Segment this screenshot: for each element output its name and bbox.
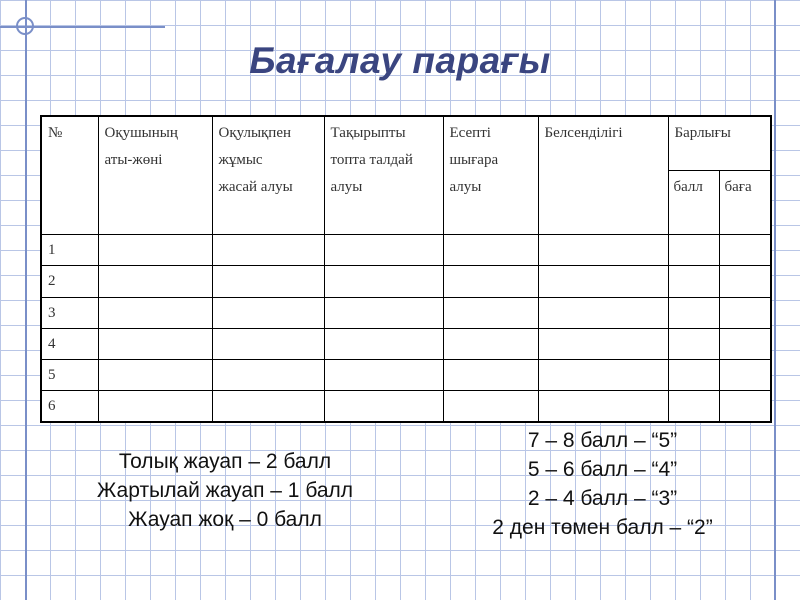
table-cell xyxy=(98,266,212,297)
table-cell xyxy=(98,297,212,328)
table-cell xyxy=(538,359,668,390)
header-problem-solving: Есепті шығара алуы xyxy=(443,116,538,235)
table-cell xyxy=(324,297,443,328)
table-cell xyxy=(668,235,719,266)
table-cell xyxy=(324,235,443,266)
background-right-line xyxy=(774,0,776,600)
table-cell xyxy=(443,390,538,422)
row-number: 3 xyxy=(41,297,98,328)
page-title: Бағалау парағы xyxy=(249,40,551,81)
table-cell xyxy=(719,328,771,359)
table-cell xyxy=(719,266,771,297)
table-cell xyxy=(212,390,324,422)
table-cell xyxy=(98,328,212,359)
table-cell xyxy=(324,359,443,390)
table-row xyxy=(41,390,771,422)
background-left-line xyxy=(25,0,27,600)
scale-grade-5: 7 – 8 балл – “5” xyxy=(527,429,678,452)
table-cell xyxy=(443,328,538,359)
table-cell xyxy=(668,266,719,297)
table-cell xyxy=(538,297,668,328)
table-cell xyxy=(719,297,771,328)
table-cell xyxy=(668,359,719,390)
table-cell xyxy=(538,235,668,266)
table-cell xyxy=(668,328,719,359)
table-cell xyxy=(668,297,719,328)
table-cell xyxy=(212,297,324,328)
table-cell xyxy=(324,266,443,297)
scale-grade-4: 5 – 6 балл – “4” xyxy=(527,458,678,481)
points-legend xyxy=(60,447,390,534)
row-number: 4 xyxy=(41,328,98,359)
table-row xyxy=(41,328,771,359)
table-cell xyxy=(719,235,771,266)
header-total: Барлығы xyxy=(668,116,771,171)
table-cell xyxy=(98,235,212,266)
legend-partial-answer: Жартылай жауап – 1 балл xyxy=(96,479,354,502)
crosshair-circle-icon xyxy=(16,17,34,35)
table-row xyxy=(41,297,771,328)
table-cell xyxy=(668,390,719,422)
table-row xyxy=(41,359,771,390)
table-cell xyxy=(324,328,443,359)
table-cell xyxy=(538,390,668,422)
row-number: 1 xyxy=(41,235,98,266)
legend-full-answer: Толық жауап – 2 балл xyxy=(118,450,332,473)
table-cell xyxy=(98,359,212,390)
header-total-points: балл xyxy=(668,171,719,235)
grade-scale-legend xyxy=(450,426,755,542)
row-number: 5 xyxy=(41,359,98,390)
table-cell xyxy=(443,235,538,266)
table-cell xyxy=(443,297,538,328)
table-cell xyxy=(212,266,324,297)
table-cell xyxy=(719,359,771,390)
table-cell xyxy=(324,390,443,422)
header-student-name: Оқушының аты-жөні xyxy=(98,116,212,235)
header-topic-analysis: Тақырыпты топта талдай алуы xyxy=(324,116,443,235)
header-textbook-work: Оқулықпен жұмыс жасай алуы xyxy=(212,116,324,235)
table-cell xyxy=(212,359,324,390)
header-total-grade: баға xyxy=(719,171,771,235)
table-row xyxy=(41,235,771,266)
scale-grade-2: 2 ден төмен балл – “2” xyxy=(492,516,713,539)
table-cell xyxy=(719,390,771,422)
header-activity: Белсенділігі xyxy=(538,116,668,235)
table-cell xyxy=(443,359,538,390)
table-cell xyxy=(443,266,538,297)
table-cell xyxy=(98,390,212,422)
grading-table xyxy=(40,115,772,423)
table-row xyxy=(41,266,771,297)
header-number: № xyxy=(41,116,98,235)
table-cell xyxy=(538,328,668,359)
table-cell xyxy=(212,328,324,359)
row-number: 6 xyxy=(41,390,98,422)
scale-grade-3: 2 – 4 балл – “3” xyxy=(527,487,678,510)
row-number: 2 xyxy=(41,266,98,297)
table-header-row xyxy=(41,116,771,171)
table-cell xyxy=(212,235,324,266)
legend-no-answer: Жауап жоқ – 0 балл xyxy=(128,508,322,531)
table-cell xyxy=(538,266,668,297)
